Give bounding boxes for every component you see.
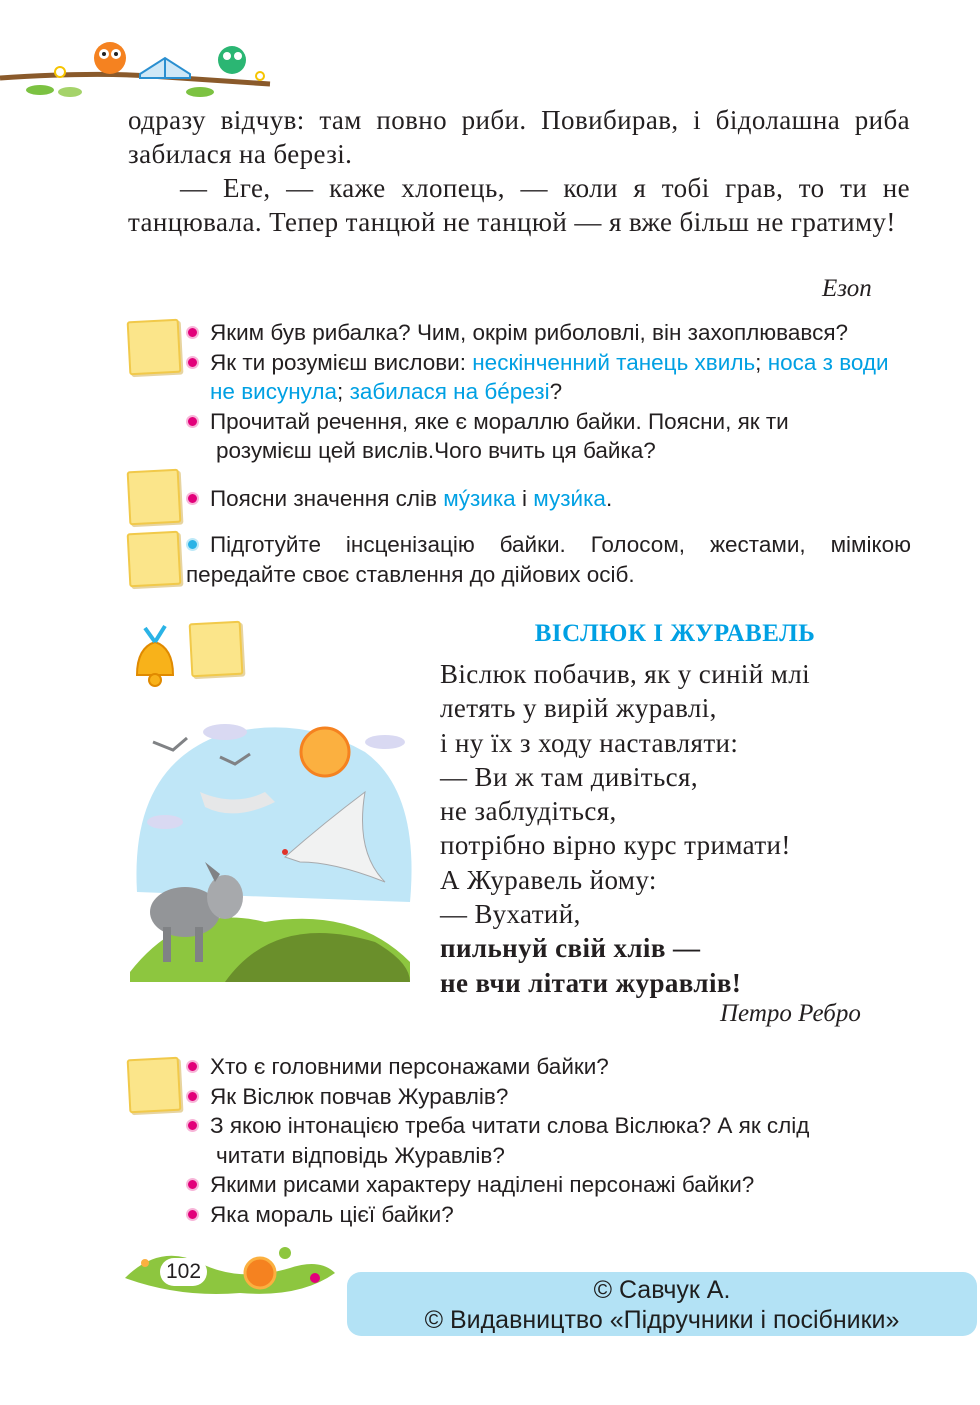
poem-line: не вчи літати журавлів! [440, 967, 742, 998]
bullet-icon [186, 538, 199, 551]
poem-line: А Журавель йому: [440, 864, 657, 895]
bullet-icon [186, 415, 199, 428]
poem-author: Петро Ребро [720, 1000, 861, 1027]
questions-block: Яким був рибалка? Чим, окрім риболовлі, він захоплювався? Як ти розумієш вислови: нескінченний танець хвиль; носа з води не висунула; забилася на бéрезі? Прочитай речення, яке є мораллю байки. Поясни, як ти розумієш цей вислів.Чого вчить ця байка? [186, 318, 916, 466]
copyright-author: © Савчук А. [593, 1276, 731, 1304]
poem-line: не заблудіться, [440, 796, 617, 827]
question-item: Хто є головними персонажами байки? [186, 1052, 916, 1082]
story-paragraph: — Еге, — каже хлопець, — коли я тобі грав, то ти не танцювала. Тепер танцюй не танцюй — я вже більш не гратиму! [128, 173, 910, 237]
highlighted-phrase: забилася на бéрезі [349, 379, 550, 404]
bullet-icon [186, 1060, 199, 1073]
bullet-icon [186, 1090, 199, 1103]
bullet-icon [186, 1119, 199, 1132]
copyright-publisher: © Видавництво «Підручники і посібники» [424, 1306, 900, 1334]
poem-line: — Ви ж там дивіться, [440, 761, 699, 792]
reading-child-badge-icon [189, 621, 244, 678]
reading-child-badge-icon [127, 319, 182, 376]
question-item: Яка мораль цієї байки? [186, 1200, 916, 1230]
bullet-icon [186, 1178, 199, 1191]
donkey-cranes-illustration [125, 712, 415, 992]
snail-flowers-decoration [120, 1238, 340, 1308]
group-task: Підготуйте інсценізацію байки. Голосом, жестами, мімікою передайте своє ставлення до дійових осіб. [186, 532, 911, 587]
bullet-icon [186, 1208, 199, 1221]
poem-line: летять у вирій журавлі, [440, 693, 717, 724]
question-item: Як ти розумієш вислови: нескінченний танець хвиль; носа з води не висунула; забилася на бéрезі? [186, 348, 916, 407]
question-item: Яким був рибалка? Чим, окрім риболовлі, він захоплювався? [186, 318, 916, 348]
question-item: Якими рисами характеру наділені персонажі байки? [186, 1170, 916, 1200]
poem-line: потрібно вірно курс тримати! [440, 830, 791, 861]
palette-badge-icon [127, 531, 182, 588]
story-author: Езоп [822, 275, 872, 302]
poem-line: і ну їх з ходу наставляти: [440, 727, 739, 758]
poem-line: Віслюк побачив, як у синій млі [440, 659, 811, 689]
question-item: Прочитай речення, яке є мораллю байки. Поясни, як ти [186, 407, 916, 437]
poem-line: — Вухатий, [440, 899, 581, 930]
poem-title: ВІСЛЮК І ЖУРАВЕЛЬ [534, 620, 816, 647]
bullet-icon [186, 492, 199, 505]
page-number: 102 [160, 1258, 207, 1286]
poem-text [440, 657, 810, 1000]
bullet-icon [186, 356, 199, 369]
story-paragraph: одразу відчув: там повно риби. Повибирав, і бідолашна риба забилася на березі. [128, 105, 910, 169]
bullet-icon [186, 326, 199, 339]
highlighted-phrase: носа з води не висунула [210, 349, 889, 404]
question-item: З якою інтонацією треба читати слова Віслюка? А як слід [186, 1111, 916, 1141]
poem-line: пильнуй свій хлів — [440, 933, 701, 964]
story-text [128, 103, 910, 239]
question-item: Як Віслюк повчав Журавлів? [186, 1082, 916, 1112]
highlighted-word: мýзика [443, 486, 516, 511]
questions-block: Хто є головними персонажами байки? Як Віслюк повчав Журавлів? З якою інтонацією треба читати слова Віслюка? А як слід читати відповідь Журавлів? Якими рисами характеру наділені персонажі байки? Яка мораль цієї байки? [186, 1052, 916, 1229]
highlighted-word: музи́ка [533, 486, 606, 511]
vocab-task: Поясни значення слів мýзика і музи́ка. [186, 484, 916, 514]
books-owl-badge-icon [127, 469, 182, 526]
bell-icon [125, 620, 185, 690]
reading-child-badge-icon [127, 1057, 182, 1114]
highlighted-phrase: нескінченний танець хвиль [472, 349, 756, 375]
branch-owls-book-decoration [0, 32, 275, 102]
copyright-banner [347, 1272, 977, 1336]
